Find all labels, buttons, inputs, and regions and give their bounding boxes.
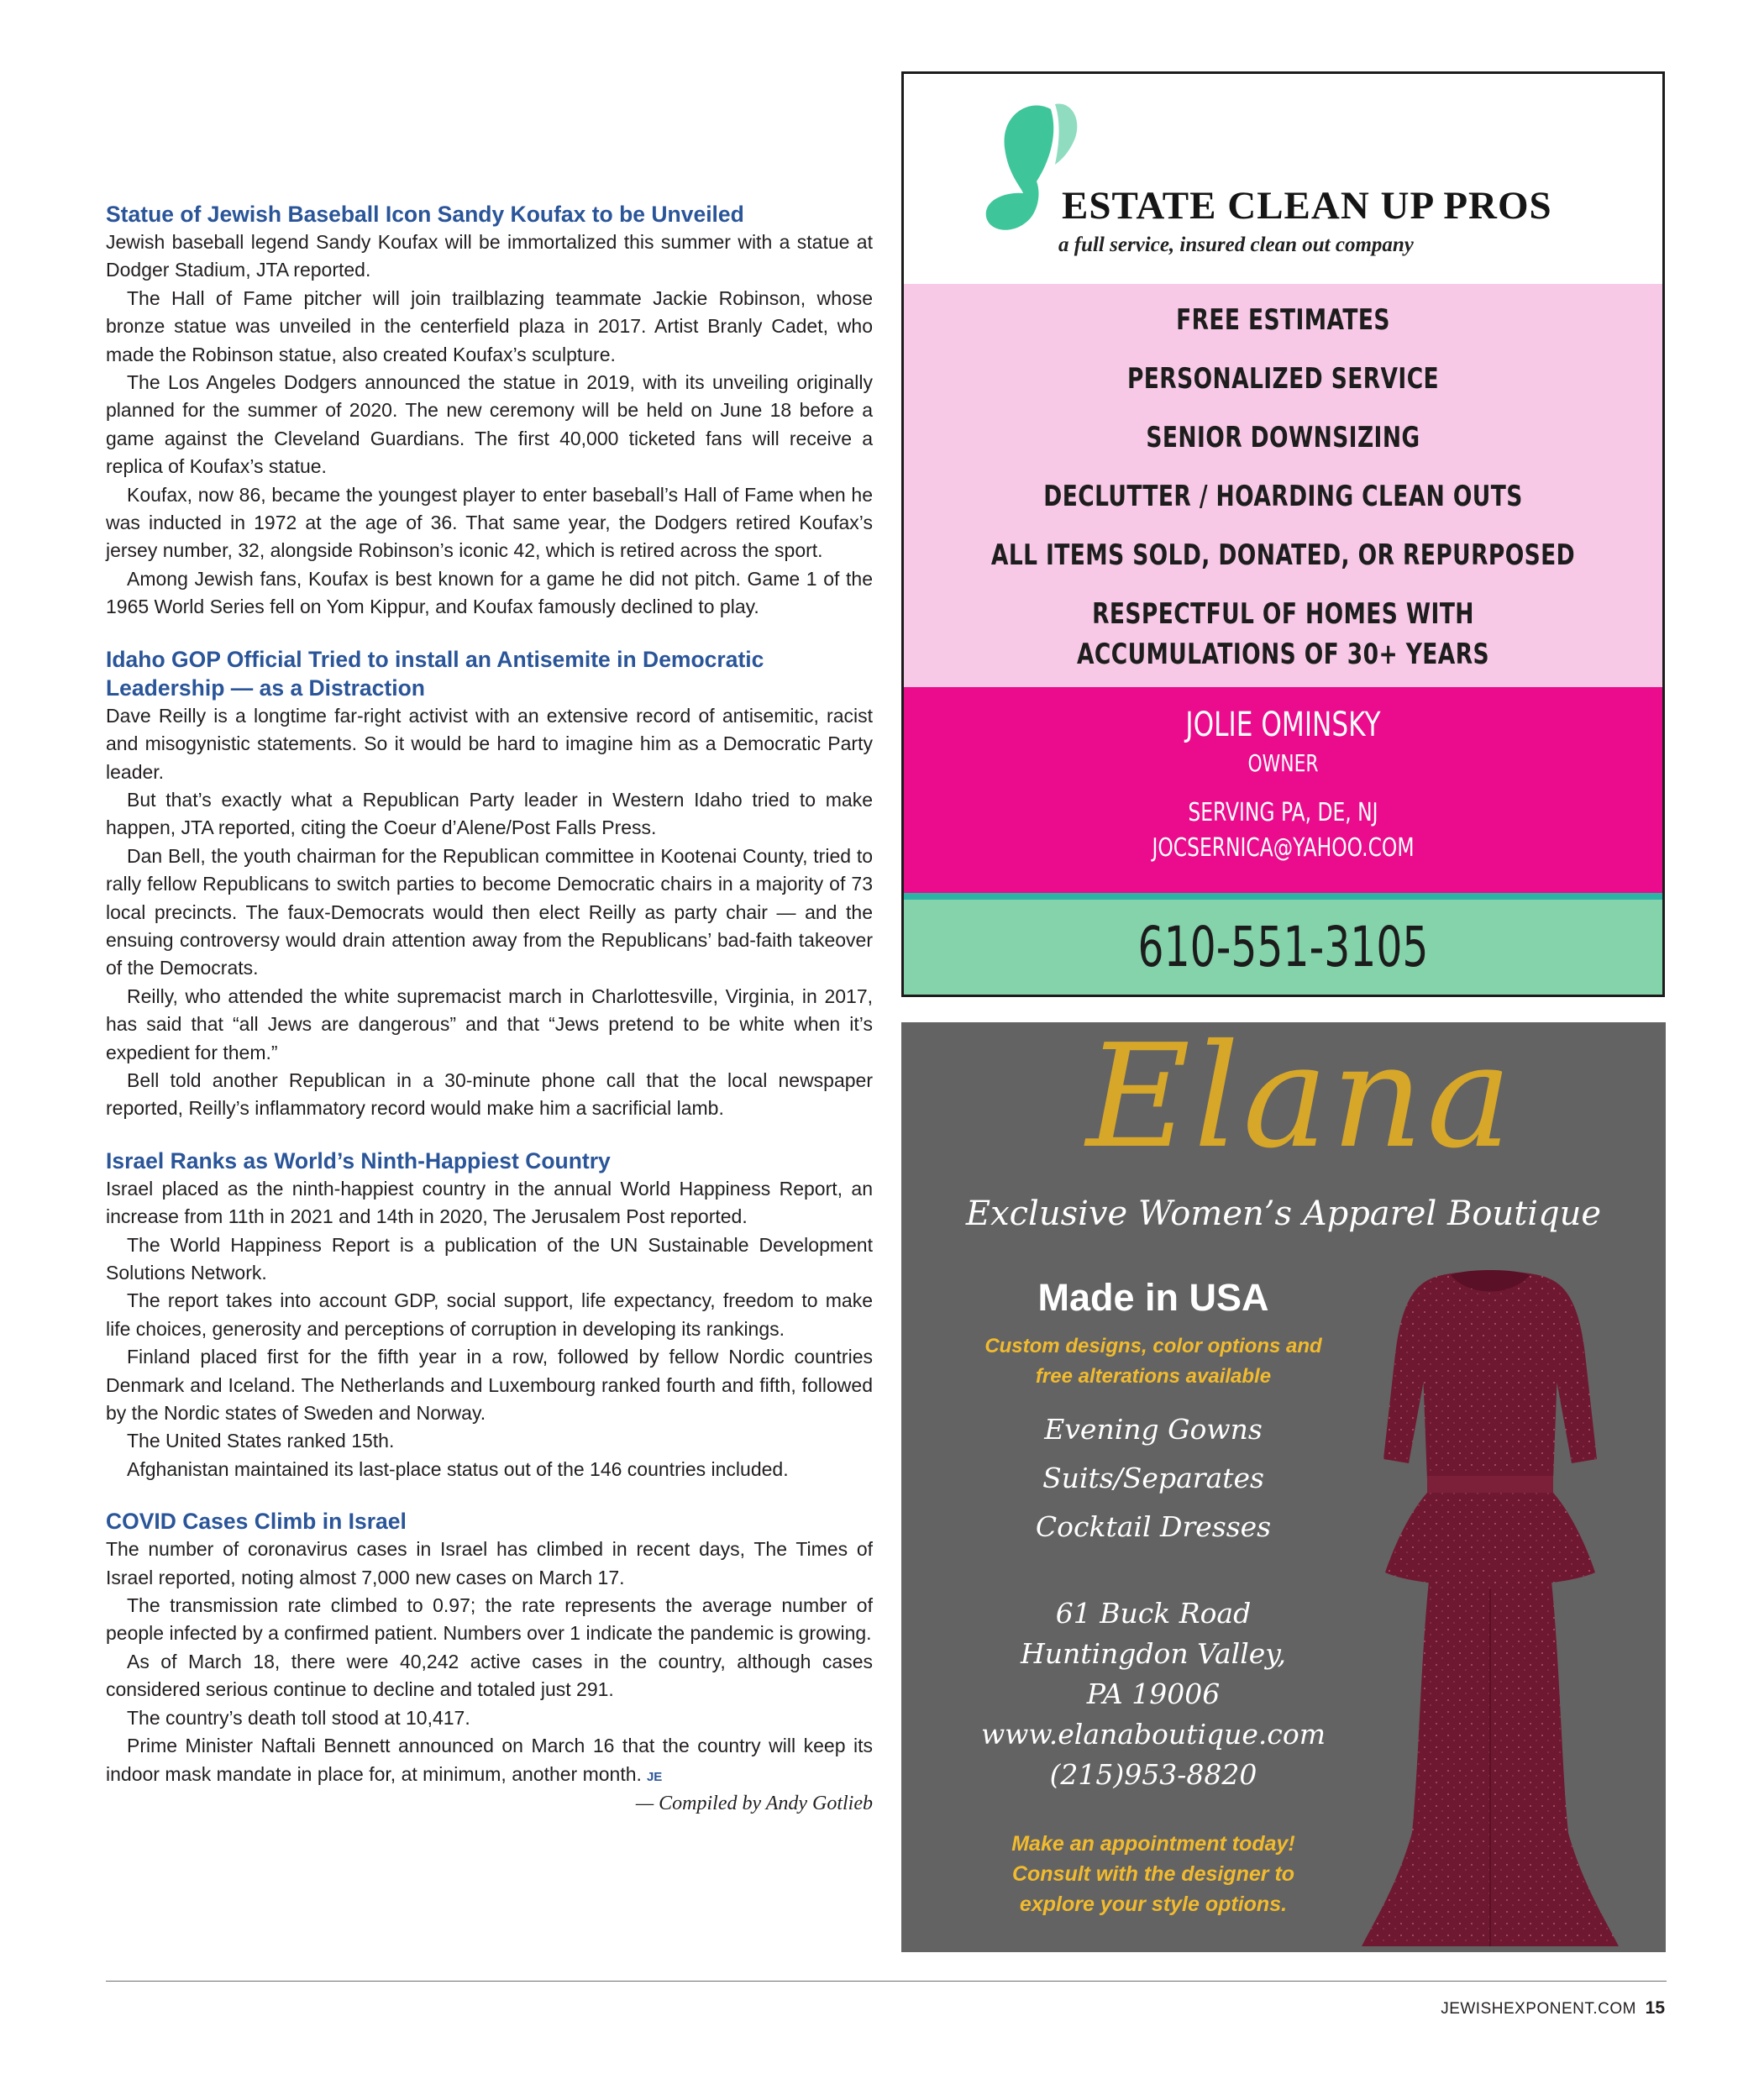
owner-title: OWNER xyxy=(1247,749,1319,777)
article-israel-happiness xyxy=(106,1147,873,1483)
end-mark: JE xyxy=(646,1769,663,1784)
elana-website[interactable]: www.elanaboutique.com xyxy=(980,1718,1326,1751)
owner-name: JOLIE OMINSKY xyxy=(1185,706,1381,744)
page-number: 15 xyxy=(1645,1998,1665,2018)
address-line: Huntingdon Valley, xyxy=(1020,1637,1287,1670)
estate-phone[interactable]: 610-551-3105 xyxy=(1137,915,1429,979)
paragraph: The United States ranked 15th. xyxy=(127,1430,395,1452)
paragraph: The Los Angeles Dodgers announced the statue in 2019, with its unveiling originally planned for the summer of 2020. The new ceremony will be held on June 18 before a game against the Cleveland Guardians. The first 40,000 ticketed fans will receive a replica of Koufax’s statue. xyxy=(106,371,873,478)
headline: Statue of Jewish Baseball Icon Sandy Koufax to be Unveiled xyxy=(106,202,744,227)
divider xyxy=(904,893,1662,900)
estate-tagline: a full service, insured clean out company xyxy=(1058,234,1414,256)
paragraph: The country’s death toll stood at 10,417. xyxy=(127,1706,470,1729)
article-idaho-gop xyxy=(106,645,873,1123)
paragraph: The transmission rate climbed to 0.97; the rate represents the average number of people infected by a confirmed patient. Numbers over 1 indicate the pandemic is growing. xyxy=(106,1594,873,1645)
cta-line: Consult with the designer to xyxy=(1011,1862,1295,1886)
service-item: PERSONALIZED SERVICE xyxy=(1126,362,1440,396)
paragraph: Dave Reilly is a longtime far-right activist with an extensive record of antisemitic, racist and misogynistic statements. So it would be hard to imagine him as a Democratic Party leader. xyxy=(106,704,873,783)
address-line: PA 19006 xyxy=(1086,1677,1221,1710)
service-item: DECLUTTER / HOARDING CLEAN OUTS xyxy=(1043,480,1523,513)
paragraph-text: Prime Minister Naftali Bennett announced on March 16 that the country will keep its indoor mask mandate in place for, at minimum, another month. xyxy=(106,1735,873,1785)
elana-boutique-ad xyxy=(901,1022,1666,1952)
estate-clean-up-ad xyxy=(901,71,1665,997)
elana-logo: Elana xyxy=(1086,1022,1515,1180)
paragraph: The Hall of Fame pitcher will join trailblazing teammate Jackie Robinson, whose bronze statue was unveiled in the centerfield plaza in 2017. Artist Branly Cadet, who made the Robinson statue, also created Koufax’s sculpture. xyxy=(106,286,873,365)
owner-contact-band xyxy=(904,687,1662,893)
paragraph: Koufax, now 86, became the youngest player to enter baseball’s Hall of Fame when he was inducted in 1972 at the age of 36. That same year, the Dodgers retired Koufax’s jersey number, 32, alongside Robinson’s iconic 42, which is retired across the sport. xyxy=(106,483,873,562)
headline: COVID Cases Climb in Israel xyxy=(106,1509,407,1535)
made-in-usa: Made in USA xyxy=(1037,1276,1269,1319)
paragraph: The World Happiness Report is a publication of the UN Sustainable Development Solutions Network. xyxy=(106,1233,873,1284)
category-item: Evening Gowns xyxy=(1044,1413,1263,1446)
dress-image xyxy=(1352,1262,1629,1950)
category-item: Suits/Separates xyxy=(1042,1462,1264,1494)
phone-band xyxy=(904,900,1662,997)
paragraph: Israel placed as the ninth-happiest country in the annual World Happiness Report, an increase from 11th in 2021 and 14th in 2020, The Jerusalem Post reported. xyxy=(106,1177,873,1228)
cta-line: explore your style options. xyxy=(1019,1893,1288,1916)
paragraph: Jewish baseball legend Sandy Koufax will be immortalized this summer with a statue at Dodger Stadium, JTA reported. xyxy=(106,231,873,281)
service-item: SENIOR DOWNSIZING xyxy=(1146,421,1420,454)
paragraph: Among Jewish fans, Koufax is best known for a game he did not pitch. Game 1 of the 1965 World Series fell on Yom Kippur, and Koufax famously declined to play. xyxy=(106,567,873,618)
paragraph: The report takes into account GDP, social support, life expectancy, freedom to make life choices, generosity and perceptions of corruption in developing its rankings. xyxy=(106,1289,873,1340)
paragraph: The number of coronavirus cases in Israel has climbed in recent days, The Times of Israel reported, noting almost 7,000 new cases on March 17. xyxy=(106,1538,873,1588)
service-item: ACCUMULATIONS OF 30+ YEARS xyxy=(1076,638,1490,671)
custom-designs-line: Custom designs, color options and xyxy=(984,1335,1322,1357)
category-item: Cocktail Dresses xyxy=(1035,1510,1272,1543)
service-item: RESPECTFUL OF HOMES WITH xyxy=(1092,597,1474,631)
services-band xyxy=(904,284,1662,687)
owner-email[interactable]: JOCSERNICA@YAHOO.COM xyxy=(1152,833,1415,863)
paragraph: But that’s exactly what a Republican Party leader in Western Idaho tried to make happen, JTA reported, citing the Coeur d’Alene/Post Falls Press. xyxy=(106,788,873,839)
address-line: 61 Buck Road xyxy=(1055,1597,1252,1630)
service-item: FREE ESTIMATES xyxy=(1176,303,1390,337)
estate-logo-area xyxy=(904,74,1662,284)
service-area: SERVING PA, DE, NJ xyxy=(1188,798,1378,827)
estate-brand-name: ESTATE CLEAN UP PROS xyxy=(1062,184,1552,228)
footer-rule xyxy=(106,1981,1667,1982)
elana-phone[interactable]: (215)953-8820 xyxy=(1049,1758,1257,1791)
headline: Israel Ranks as World’s Ninth-Happiest Country xyxy=(106,1147,611,1173)
paragraph: Dan Bell, the youth chairman for the Republican committee in Kootenai County, tried to rally fellow Republicans to switch parties to become Democratic chairs in a majority of 73 local precincts. The faux-Democrats would then elect Reilly as party chair — and the ensuing controversy would drain attention away from the Republicans’ bad-faith takeover of the Democrats. xyxy=(106,844,873,979)
footer-site: JEWISHEXPONENT.COM xyxy=(1441,2000,1636,2018)
paragraph: Afghanistan maintained its last-place status out of the 146 countries included. xyxy=(127,1457,789,1480)
article-covid-israel xyxy=(106,1507,873,1815)
cta-line: Make an appointment today! xyxy=(1011,1832,1295,1856)
news-column xyxy=(106,200,873,1815)
paragraph xyxy=(106,1732,873,1791)
compiled-by-credit: — Compiled by Andy Gotlieb xyxy=(635,1792,873,1814)
paragraph: Reilly, who attended the white supremacist march in Charlottesville, Virginia, in 2017, has said that “all Jews are dangerous” and that “Jews pretend to be white when it’s expedient for them.” xyxy=(106,984,873,1063)
headline: Idaho GOP Official Tried to install an Antisemite in Democratic Leadership — as a Distraction xyxy=(106,646,764,701)
paragraph: Finland placed first for the fifth year in a row, followed by fellow Nordic countries Denmark and Iceland. The Netherlands and Luxembourg ranked fourth and fifth, followed by the Nordic states of Sweden and Norway. xyxy=(106,1346,873,1425)
article-koufax xyxy=(106,200,873,622)
custom-designs-line: free alterations available xyxy=(1035,1365,1272,1388)
elana-subtitle: Exclusive Women’s Apparel Boutique xyxy=(965,1194,1602,1233)
service-item: ALL ITEMS SOLD, DONATED, OR REPURPOSED xyxy=(990,538,1576,572)
paragraph: As of March 18, there were 40,242 active cases in the country, although cases considered serious continue to decline and totaled just 291. xyxy=(106,1650,873,1701)
paragraph: Bell told another Republican in a 30-minute phone call that the local newspaper reported, Reilly’s inflammatory record would make him a sacrificial lamb. xyxy=(106,1068,873,1120)
